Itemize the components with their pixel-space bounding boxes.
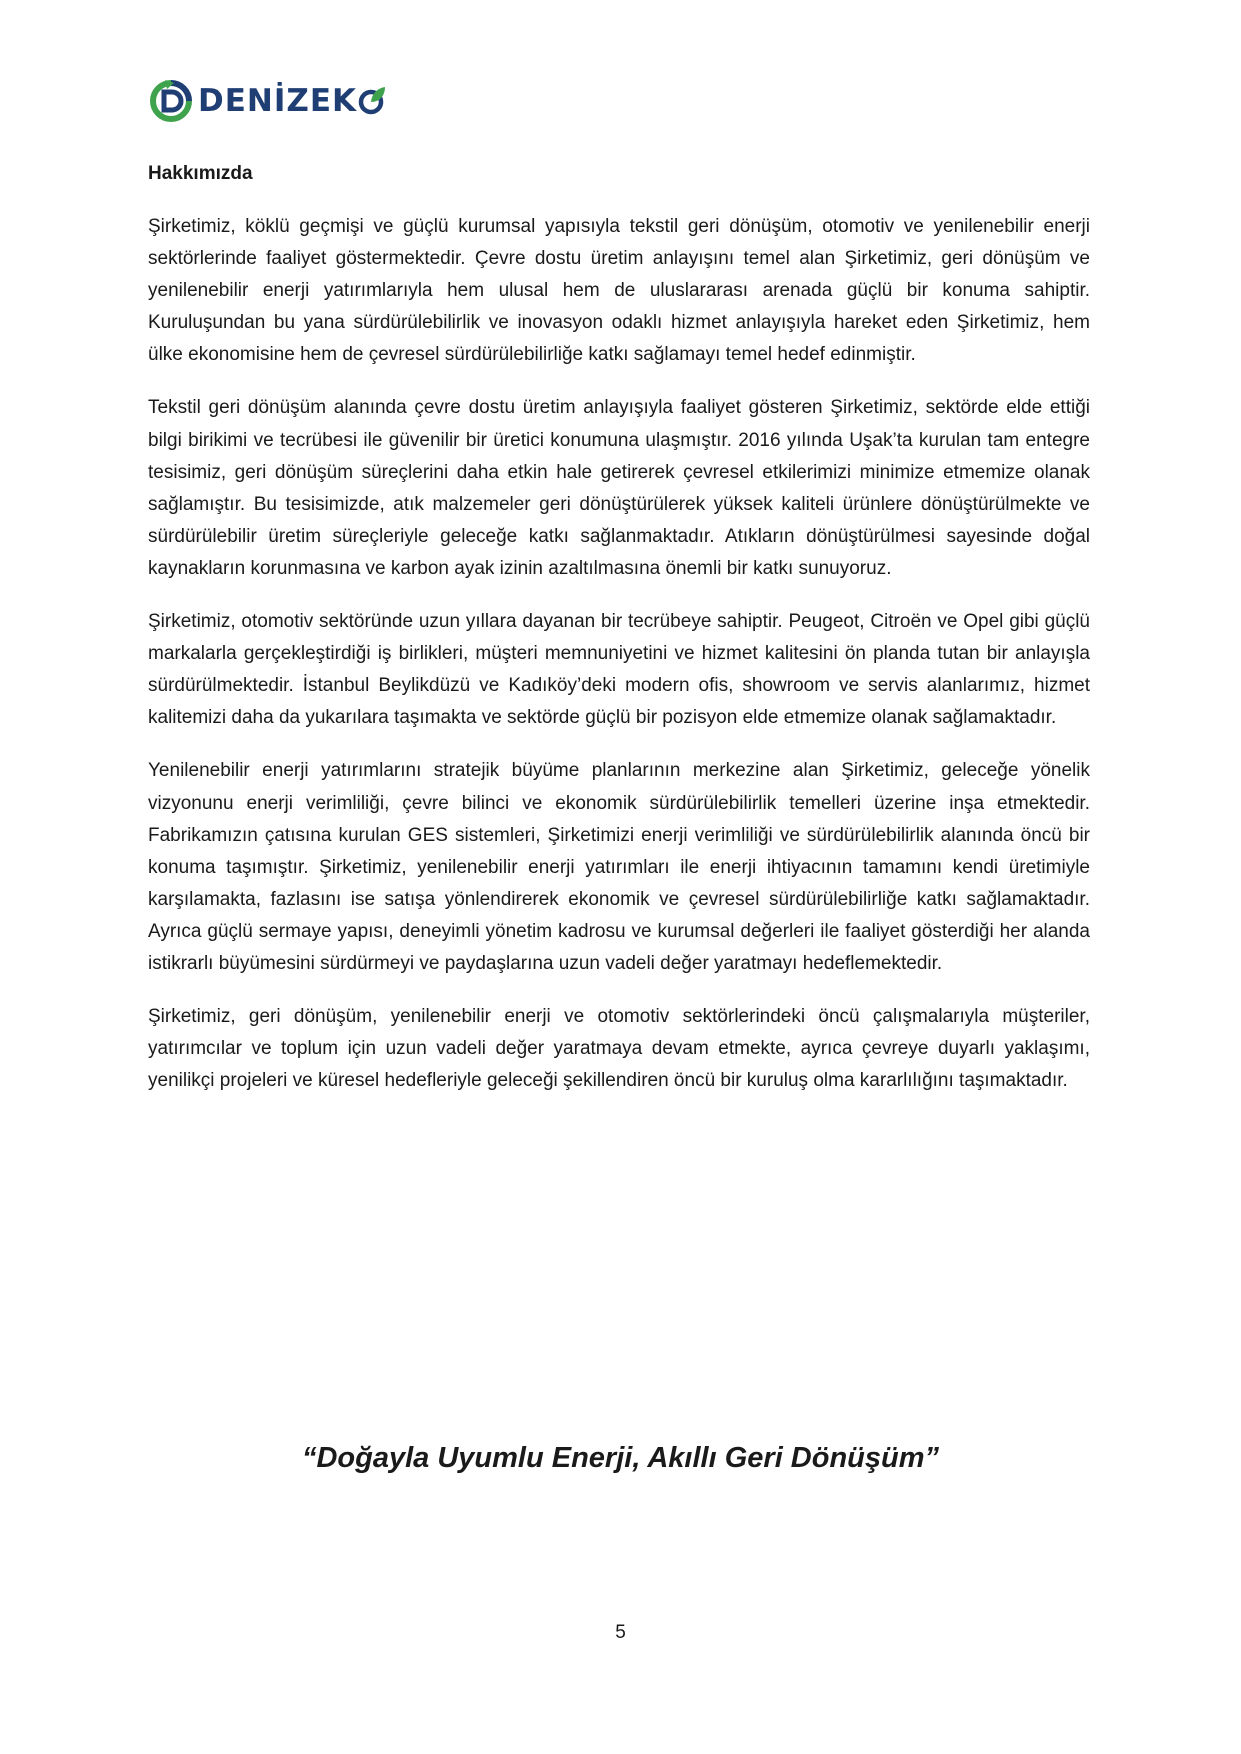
circular-arrow-d-logo [150,80,192,122]
paragraph: Şirketimiz, köklü geçmişi ve güçlü kurumsal yapısıyla tekstil geri dönüşüm, otomotiv ve yenilenebilir enerji sektörlerinde faaliyet göstermektedir. Çevre dostu üretim anlayışını temel alan Şirketimiz, geri dönüşüm ve yenilenebilir enerji yatırımlarıyla hem ulusal hem de uluslararası arenada güçlü bir konuma sahiptir. Kuruluşundan bu yana sürdürülebilirlik ve inovasyon odaklı hizmet anlayışıyla hareket eden Şirketimiz, hem ülke ekonomisine hem de çevresel sürdürülebilirliğe katkı sağlamayı temel hedef edinmiştir. [148,216,1090,366]
body-text [148,211,1090,1118]
logo-text: DENİZEK [198,82,358,119]
slogan: “Doğayla Uyumlu Enerji, Akıllı Geri Dönüşüm” [301,1442,940,1474]
paragraph: Şirketimiz, geri dönüşüm, yenilenebilir enerji ve otomotiv sektörlerindeki öncü çalışmalarıyla müşteriler, yatırımcılar ve toplum için uzun vadeli değer yaratmaya devam etmekte, ayrıca çevreye duyarlı yaklaşımı, yenilikçi projeleri ve küresel hedefleriyle geleceği şekillendiren öncü bir kuruluş olma kararlılığını taşımaktadır. [148,1006,1090,1092]
paragraph: Şirketimiz, otomotiv sektöründe uzun yıllara dayanan bir tecrübeye sahiptir. Peugeot, Citroën ve Opel gibi güçlü markalarla gerçekleştirdiği iş birlikleri, müşteri memnuniyetini ve hizmet kalitesini ön planda tutan bir anlayışla sürdürülmektedir. İstanbul Beylikdüzü ve Kadıköy’deki modern ofis, showroom ve servis alanlarımız, hizmet kalitemizi daha da yukarılara taşımakta ve sektörde güçlü bir pozisyon elde etmemize olanak sağlamaktadır. [148,611,1090,729]
leaf-o-icon [358,86,386,116]
company-logo [150,80,386,122]
paragraph: Yenilenebilir enerji yatırımlarını stratejik büyüme planlarının merkezine alan Şirketimiz, geleceğe yönelik vizyonunu enerji verimliliği, çevre bilinci ve ekonomik sürdürülebilirlik temelleri üzerine inşa etmektedir. Fabrikamızın çatısına kurulan GES sistemleri, Şirketimizi enerji verimliliği ve sürdürülebilirlik alanında öncü bir konuma taşımıştır. Şirketimiz, yenilenebilir enerji yatırımları ile enerji ihtiyacının tamamını kendi üretimiyle karşılamakta, fazlasını ise satışa yönlendirerek ekonomik ve çevresel sürdürülebilirliğe katkı sağlamaktadır. Ayrıca güçlü sermaye yapısı, deneyimli yönetim kadrosu ve kurumsal değerleri ile faaliyet gösterdiği her alanda istikrarlı büyümesini sürdürmeyi ve paydaşlarına uzun vadeli değer yaratmayı hedeflemektedir. [148,760,1090,974]
logo-wordmark [198,82,386,119]
page-number: 5 [615,1622,626,1643]
paragraph: Tekstil geri dönüşüm alanında çevre dostu üretim anlayışıyla faaliyet gösteren Şirketimiz, sektörde elde ettiği bilgi birikimi ve tecrübesi ile güvenilir bir üretici konumuna ulaşmıştır. 2016 yılında Uşak’ta kurulan tam entegre tesisimiz, geri dönüşüm süreçlerini daha etkin hale getirerek çevresel etkilerimizi minimize etmemize olanak sağlamıştır. Bu tesisimizde, atık malzemeler geri dönüştürülerek yüksek kaliteli ürünlere dönüştürülmekte ve sürdürülebilir üretim süreçleriyle geleceğe katkı sağlanmaktadır. Atıkların dönüştürülmesi sayesinde doğal kaynakların korunmasına ve karbon ayak izinin azaltılmasına önemli bir katkı sunuyoruz. [148,397,1090,579]
section-heading: Hakkımızda [148,163,253,184]
